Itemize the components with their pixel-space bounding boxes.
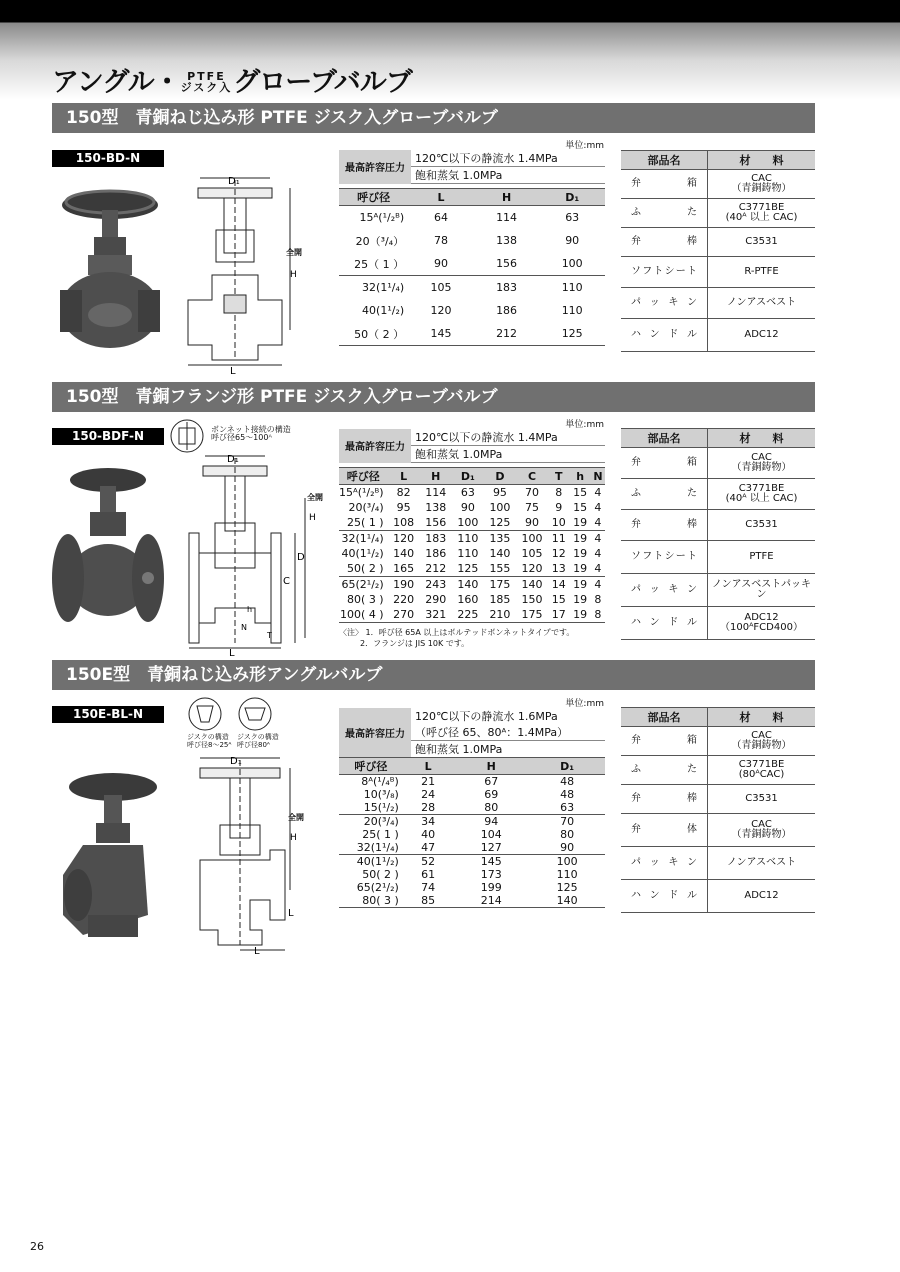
dimension-cell: 75	[525, 501, 540, 514]
title-superscript: PTFE ジスク入	[180, 69, 233, 94]
part-name: パッキン	[621, 847, 708, 880]
materials-row	[621, 170, 815, 199]
dimension-cell: 127	[453, 841, 529, 855]
materials-row	[621, 319, 815, 352]
dimension-cell: 175	[489, 578, 511, 591]
svg-text:全開: 全開	[307, 493, 323, 502]
dimension-cell: 24	[421, 788, 436, 801]
nominal-size-cell: 50( 2 )	[362, 868, 399, 881]
model-tag: 150-BD-N	[52, 150, 164, 167]
materials-row	[621, 479, 815, 510]
material-cell: C3771BE (40ᴬ 以上 CAC)	[708, 479, 816, 510]
dimension-cell: 63	[565, 211, 580, 224]
nominal-size-cell: 50( 2 )	[339, 561, 388, 577]
materials-header: 材 料	[708, 429, 816, 448]
dimension-cell: 120	[516, 561, 548, 577]
dimension-cell: 4	[594, 532, 602, 545]
svg-text:N: N	[241, 623, 247, 632]
table-row	[339, 577, 605, 593]
dimension-cell: 100	[452, 515, 484, 531]
nominal-size-cell: 65(2¹/₂)	[356, 881, 399, 894]
column-header: L	[403, 758, 454, 775]
dimension-cell: 95	[492, 486, 507, 499]
dimension-cell: 15	[573, 486, 588, 499]
section-drawing	[180, 170, 300, 375]
material-cell: ADC12	[708, 880, 816, 913]
dimension-cell: 9	[555, 501, 563, 514]
part-name: ふた	[621, 199, 708, 228]
dimension-cell: 156	[420, 515, 452, 531]
materials-row	[621, 814, 815, 847]
dimension-cell: 4	[594, 547, 602, 560]
disc-note: ジスクの構造 呼び径80ᴬ	[237, 733, 279, 749]
dimension-cell: 243	[425, 578, 447, 591]
dimension-cell: 74	[421, 881, 436, 894]
materials-header: 材 料	[708, 708, 816, 727]
part-name: ソフトシート	[621, 541, 708, 574]
dimension-cell: 140	[393, 547, 415, 560]
part-name: パッキン	[621, 288, 708, 319]
materials-header: 部品名	[621, 429, 708, 448]
dimension-cell: 120	[430, 304, 452, 317]
dimension-cell: 21	[421, 775, 436, 788]
dimension-cell: 120	[393, 532, 415, 545]
nominal-size-cell: 20(³/₄)	[348, 501, 384, 514]
dimension-cell: 90	[408, 252, 474, 276]
material-cell: ADC12	[708, 319, 816, 352]
dimension-cell: 19	[573, 532, 588, 545]
column-header: L	[388, 468, 420, 485]
materials-row	[621, 785, 815, 814]
drawing-label-d1: D₁	[228, 176, 240, 187]
part-name: パッキン	[621, 574, 708, 607]
material-cell: C3771BE (40ᴬ 以上 CAC)	[708, 199, 816, 228]
table-row	[339, 546, 605, 561]
svg-text:T: T	[267, 631, 272, 640]
table-row	[339, 828, 605, 841]
dimension-cell: 10	[548, 515, 569, 531]
dimension-cell: 12	[551, 547, 566, 560]
dimension-cell: 220	[393, 593, 415, 606]
dimension-cell: 183	[496, 281, 518, 294]
pressure-table: 最高許容圧力 120℃以下の静流水 1.4MPa 飽和蒸気 1.0MPa	[339, 150, 605, 184]
material-cell: ノンアスベスト	[708, 288, 816, 319]
dimension-cell: 190	[393, 578, 415, 591]
svg-text:D₁: D₁	[230, 756, 242, 767]
dimension-cell: 48	[560, 788, 575, 801]
dimension-cell: 321	[420, 607, 452, 623]
dimension-cell: 14	[551, 578, 566, 591]
materials-row	[621, 228, 815, 257]
unit-label: 単位:mm	[565, 141, 604, 151]
table-row	[339, 592, 605, 607]
table-row	[339, 531, 605, 547]
dimension-cell: 19	[569, 561, 590, 577]
materials-row	[621, 607, 815, 640]
model-tag: 150E-BL-N	[52, 706, 164, 723]
dimension-cell: 90	[529, 841, 605, 855]
part-name: 弁棒	[621, 785, 708, 814]
dimension-cell: 8	[594, 593, 602, 606]
dimension-cell: 48	[560, 775, 575, 788]
dimension-cell: 47	[403, 841, 454, 855]
column-header: h	[569, 468, 590, 485]
materials-table	[621, 707, 815, 913]
dimension-cell: 125	[556, 881, 578, 894]
dimension-cell: 110	[561, 281, 583, 294]
nominal-size-cell: 10(³/₈)	[363, 788, 399, 801]
material-cell: C3531	[708, 228, 816, 257]
table-row	[339, 485, 605, 501]
dimension-cell: 100	[489, 501, 511, 514]
material-cell: CAC （青銅鋳物）	[708, 727, 816, 756]
dimension-cell: 4	[591, 515, 605, 531]
materials-table	[621, 428, 815, 640]
dimension-cell: 160	[457, 593, 479, 606]
dimension-cell: 11	[551, 532, 566, 545]
dimension-cell: 150	[521, 593, 543, 606]
column-header: 呼び径	[339, 189, 408, 206]
materials-row	[621, 448, 815, 479]
dimension-cell: 125	[539, 322, 605, 346]
nominal-size-cell: 8ᴬ(¹/₄ᴮ)	[361, 775, 399, 788]
dimension-cell: 214	[453, 894, 529, 908]
dimension-cell: 140	[489, 547, 511, 560]
table-row	[339, 894, 605, 908]
dimension-cell: 290	[425, 593, 447, 606]
material-cell: R-PTFE	[708, 257, 816, 288]
table-notes: 〈注〉 1．呼び径 65A 以上はボルテッドボンネットタイプです。 2．フランジは JIS 10K です。	[339, 628, 575, 648]
nominal-size-cell: 32(1¹/₄)	[341, 532, 384, 545]
column-header: D₁	[529, 758, 605, 775]
dimension-cell: 70	[525, 486, 540, 499]
dimension-cell: 105	[521, 547, 543, 560]
dimension-cell: 8	[555, 486, 563, 499]
dimension-cell: 19	[569, 607, 590, 623]
nominal-size-cell: 25( 1 )	[362, 828, 399, 841]
disc-detail-icon	[235, 696, 275, 732]
material-cell: PTFE	[708, 541, 816, 574]
svg-text:L: L	[254, 946, 260, 957]
part-name: ふた	[621, 756, 708, 785]
dimension-cell: 61	[421, 868, 436, 881]
dimension-cell: 90	[516, 515, 548, 531]
table-row	[339, 299, 605, 322]
svg-text:L: L	[288, 908, 294, 919]
svg-text:D₁: D₁	[227, 454, 239, 465]
materials-row	[621, 288, 815, 319]
column-header: 呼び径	[339, 468, 388, 485]
dimension-cell: 8	[591, 607, 605, 623]
nominal-size-cell: 40(1¹/₂)	[362, 304, 405, 317]
nominal-size-cell: 100( 4 )	[339, 607, 388, 623]
nominal-size-cell: 20(³/₄)	[363, 815, 399, 828]
section-drawing	[190, 750, 310, 955]
dimension-cell: 270	[388, 607, 420, 623]
section-header-150-flange: 150型 青銅フランジ形 PTFE ジスク入グローブバルブ	[52, 382, 815, 412]
table-row	[339, 868, 605, 881]
table-row	[339, 322, 605, 346]
material-cell: C3531	[708, 785, 816, 814]
dimension-cell: 63	[460, 486, 475, 499]
table-row	[339, 252, 605, 276]
disc-note: ジスクの構造 呼び径8～25ᴬ	[187, 733, 232, 749]
dimension-cell: 82	[396, 486, 411, 499]
nominal-size-cell: 80( 3 )	[339, 894, 403, 908]
dimension-cell: 13	[548, 561, 569, 577]
dimension-table	[339, 757, 605, 908]
svg-text:h: h	[247, 605, 253, 614]
column-header: 呼び径	[339, 758, 403, 775]
unit-label: 単位:mm	[565, 699, 604, 709]
dimension-cell: 40	[421, 828, 436, 841]
material-cell: CAC （青銅鋳物）	[708, 448, 816, 479]
dimension-cell: 199	[480, 881, 502, 894]
dimension-cell: 104	[480, 828, 502, 841]
part-name: 弁体	[621, 814, 708, 847]
dimension-cell: 105	[430, 281, 452, 294]
material-cell: ADC12 （100ᴬFCD400）	[708, 607, 816, 640]
nominal-size-cell: 25( 1 )	[339, 515, 388, 531]
dimension-cell: 80	[560, 828, 575, 841]
dimension-cell: 100	[539, 252, 605, 276]
dimension-cell: 100	[521, 532, 543, 545]
dimension-cell: 19	[573, 547, 588, 560]
dimension-cell: 145	[408, 322, 474, 346]
dimension-cell: 78	[433, 234, 448, 247]
dimension-cell: 110	[561, 304, 583, 317]
dimension-cell: 52	[421, 855, 436, 868]
dimension-cell: 156	[474, 252, 540, 276]
dimension-cell: 125	[484, 515, 516, 531]
dimension-cell: 28	[403, 801, 454, 815]
materials-header: 材 料	[708, 151, 816, 170]
nominal-size-cell: 15ᴬ(¹/₂ᴮ)	[359, 211, 405, 224]
part-name: ソフトシート	[621, 257, 708, 288]
dimension-cell: 210	[484, 607, 516, 623]
dimension-cell: 145	[480, 855, 502, 868]
dimension-cell: 175	[516, 607, 548, 623]
dimension-cell: 185	[489, 593, 511, 606]
material-cell: CAC （青銅鋳物）	[708, 170, 816, 199]
nominal-size-cell: 32(1¹/₄)	[362, 281, 405, 294]
table-row	[339, 801, 605, 815]
materials-header: 部品名	[621, 151, 708, 170]
part-name: 弁箱	[621, 727, 708, 756]
dimension-cell: 110	[457, 532, 479, 545]
column-header: N	[591, 468, 605, 485]
dimension-cell: 94	[484, 815, 499, 828]
section-header-150e: 150E型 青銅ねじ込み形アングルバルブ	[52, 660, 815, 690]
svg-text:D: D	[297, 552, 305, 563]
dimension-cell: 4	[591, 561, 605, 577]
dimension-cell: 110	[457, 547, 479, 560]
part-name: ハンドル	[621, 319, 708, 352]
dimension-cell: 125	[452, 561, 484, 577]
column-header: H	[474, 189, 540, 206]
dimension-cell: 114	[496, 211, 518, 224]
unit-label: 単位:mm	[565, 420, 604, 430]
svg-text:全開: 全開	[288, 813, 304, 822]
part-name: 弁箱	[621, 170, 708, 199]
dimension-cell: 173	[480, 868, 502, 881]
dimension-cell: 225	[452, 607, 484, 623]
column-header: D₁	[539, 189, 605, 206]
material-cell: ノンアスベスト	[708, 847, 816, 880]
nominal-size-cell: 20（³/₄）	[355, 234, 405, 248]
materials-row	[621, 727, 815, 756]
column-header: D₁	[452, 468, 484, 485]
dimension-table	[339, 188, 605, 346]
dimension-cell: 4	[594, 486, 602, 499]
dimension-cell: 165	[388, 561, 420, 577]
nominal-size-cell: 40(1¹/₂)	[341, 547, 384, 560]
disc-detail-icon	[185, 696, 225, 732]
column-header: H	[420, 468, 452, 485]
table-row	[339, 841, 605, 855]
dimension-cell: 17	[548, 607, 569, 623]
dimension-cell: 140	[457, 578, 479, 591]
nominal-size-cell: 32(1¹/₄)	[339, 841, 403, 855]
pressure-table: 最高許容圧力 120℃以下の静流水 1.6MPa （呼び径 65、80ᴬ：1.4MPa） 飽和蒸気 1.0MPa	[339, 708, 605, 758]
dimension-cell: 15	[573, 501, 588, 514]
table-row	[339, 855, 605, 869]
valve-photo	[58, 765, 168, 945]
model-tag: 150-BDF-N	[52, 428, 164, 445]
page-title: アングル・ PTFE ジスク入グローブバルブ	[52, 67, 412, 98]
dimension-cell: 138	[496, 234, 518, 247]
material-cell: CAC （青銅鋳物）	[708, 814, 816, 847]
materials-row	[621, 199, 815, 228]
valve-photo	[50, 175, 170, 360]
dimension-cell: 95	[396, 501, 411, 514]
table-row	[339, 276, 605, 300]
dimension-cell: 19	[569, 515, 590, 531]
valve-photo	[50, 460, 165, 635]
part-name: 弁箱	[621, 448, 708, 479]
dimension-cell: 67	[484, 775, 499, 788]
dimension-cell: 212	[474, 322, 540, 346]
part-name: ハンドル	[621, 607, 708, 640]
dimension-cell: 108	[388, 515, 420, 531]
svg-text:H: H	[290, 833, 297, 843]
svg-text:L: L	[229, 648, 235, 659]
nominal-size-cell: 25（ 1 ）	[339, 252, 408, 276]
materials-row	[621, 847, 815, 880]
nominal-size-cell: 50（ 2 ）	[339, 322, 408, 346]
dimension-cell: 114	[425, 486, 447, 499]
materials-row	[621, 510, 815, 541]
nominal-size-cell: 40(1¹/₂)	[356, 855, 399, 868]
part-name: ふた	[621, 479, 708, 510]
dimension-cell: 64	[433, 211, 448, 224]
dimension-cell: 80	[453, 801, 529, 815]
dimension-cell: 63	[529, 801, 605, 815]
dimension-cell: 15	[551, 593, 566, 606]
dimension-cell: 212	[420, 561, 452, 577]
column-header: C	[516, 468, 548, 485]
table-row	[339, 788, 605, 801]
bonnet-note: ボンネット接続の構造 呼び径65～100ᴬ	[211, 425, 291, 442]
materials-table	[621, 150, 815, 352]
table-row	[339, 500, 605, 515]
dimension-cell: 183	[425, 532, 447, 545]
materials-row	[621, 756, 815, 785]
materials-row	[621, 574, 815, 607]
dimension-cell: 140	[529, 894, 605, 908]
dimension-cell: 4	[594, 501, 602, 514]
dimension-cell: 90	[565, 234, 580, 247]
materials-row	[621, 541, 815, 574]
dimension-cell: 85	[403, 894, 454, 908]
dimension-cell: 19	[573, 578, 588, 591]
table-row	[339, 607, 605, 623]
column-header: L	[408, 189, 474, 206]
nominal-size-cell: 65(2¹/₂)	[341, 578, 384, 591]
table-row	[339, 775, 605, 789]
part-name: 弁棒	[621, 510, 708, 541]
material-cell: C3771BE (80ᴬCAC)	[708, 756, 816, 785]
dimension-cell: 155	[484, 561, 516, 577]
table-row	[339, 815, 605, 829]
material-cell: C3531	[708, 510, 816, 541]
part-name: ハンドル	[621, 880, 708, 913]
svg-text:C: C	[283, 576, 290, 587]
dimension-cell: 4	[594, 578, 602, 591]
part-name: 弁棒	[621, 228, 708, 257]
section-header-150: 150型 青銅ねじ込み形 PTFE ジスク入グローブバルブ	[52, 103, 815, 133]
page-number: 26	[30, 1240, 44, 1253]
nominal-size-cell: 15(¹/₂)	[339, 801, 403, 815]
column-header: D	[484, 468, 516, 485]
svg-text:H: H	[290, 270, 297, 280]
dimension-cell: 100	[556, 855, 578, 868]
dimension-cell: 69	[484, 788, 499, 801]
nominal-size-cell: 15ᴬ(¹/₂ᴮ)	[339, 486, 384, 499]
materials-header: 部品名	[621, 708, 708, 727]
dimension-cell: 90	[460, 501, 475, 514]
column-header: H	[453, 758, 529, 775]
table-row	[339, 229, 605, 252]
pressure-table: 最高許容圧力 120℃以下の静流水 1.4MPa 飽和蒸気 1.0MPa	[339, 429, 605, 463]
dimension-cell: 19	[573, 593, 588, 606]
table-row	[339, 561, 605, 577]
table-row	[339, 881, 605, 894]
dimension-cell: 186	[425, 547, 447, 560]
table-row	[339, 206, 605, 230]
svg-text:L: L	[230, 366, 236, 377]
dimension-cell: 34	[421, 815, 436, 828]
dimension-cell: 138	[425, 501, 447, 514]
svg-text:全開: 全開	[286, 248, 302, 257]
dimension-cell: 110	[556, 868, 578, 881]
materials-row	[621, 257, 815, 288]
dimension-cell: 140	[521, 578, 543, 591]
materials-row	[621, 880, 815, 913]
table-row	[339, 515, 605, 531]
svg-text:H: H	[309, 513, 316, 523]
column-header: T	[548, 468, 569, 485]
dimension-table	[339, 467, 605, 623]
dimension-cell: 135	[489, 532, 511, 545]
dimension-cell: 186	[496, 304, 518, 317]
dimension-cell: 70	[560, 815, 575, 828]
nominal-size-cell: 80( 3 )	[347, 593, 384, 606]
section-drawing	[185, 448, 323, 659]
material-cell: ノンアスベストパッキン	[708, 574, 816, 607]
